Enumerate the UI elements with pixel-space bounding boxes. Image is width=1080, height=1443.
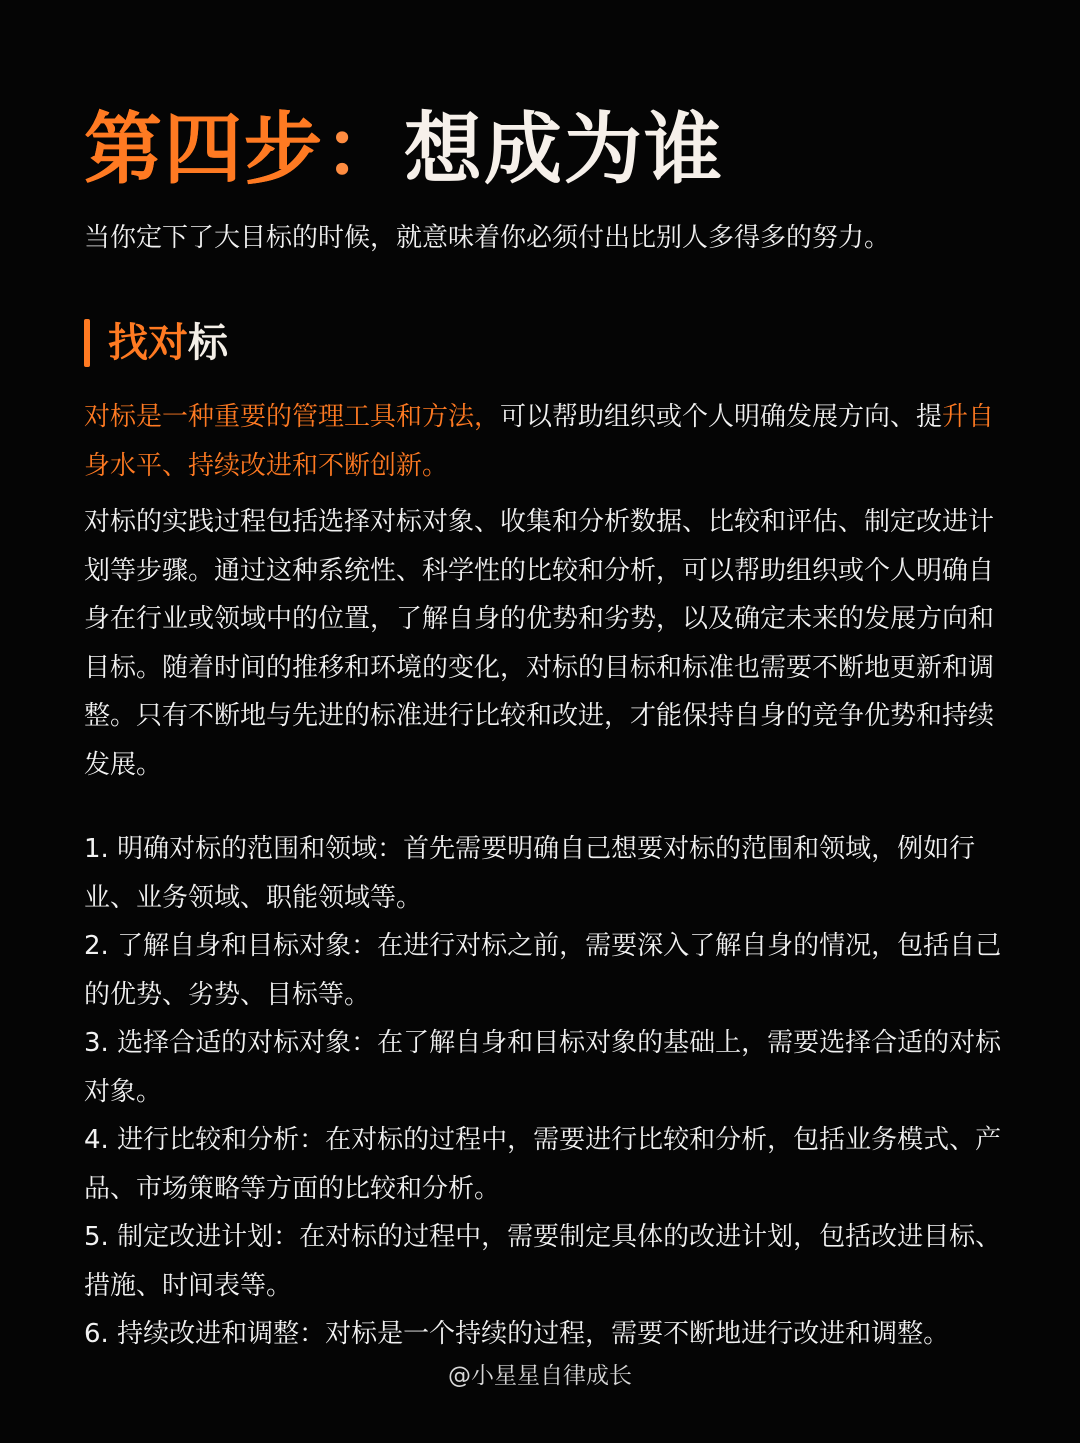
section-title-rest: 标 (188, 320, 228, 366)
step-item: 2. 了解自身和目标对象：在进行对标之前，需要深入了解自身的情况，包括自己的优势、劣势、目标等。 (84, 931, 1002, 1010)
body-paragraph: 对标的实践过程包括选择对标对象、收集和分析数据、比较和评估、制定改进计划等步骤。通过这种系统性、科学性的比较和分析，可以帮助组织或个人明确自身在行业或领域中的位置，了解自身的优势和劣势，以及确定未来的发展方向和目标。随着时间的推移和环境的变化，对标的目标和标准也需要不断地更新和调整。只有不断地与先进的标准进行比较和改进，才能保持自身的竞争优势和持续发展。 (84, 507, 995, 780)
section-title-accent: 找对 (108, 320, 188, 366)
title-step: 第四步 (84, 105, 325, 195)
step-item: 5. 制定改进计划：在对标的过程中，需要制定具体的改进计划，包括改进目标、措施、时间表等。 (84, 1222, 1002, 1301)
lead-highlight-2: 升自身水平、持续改进和不断创新。 (84, 402, 995, 481)
lead-normal: 可以帮助组织或个人明确发展方向、提 (500, 402, 943, 432)
lead-highlight-1: 对标是一种重要的管理工具和方法， (84, 402, 501, 432)
title-main: 想成为谁 (404, 105, 725, 195)
step-item: 6. 持续改进和调整：对标是一个持续的过程，需要不断地进行改进和调整。 (84, 1319, 950, 1349)
section-heading (84, 316, 228, 370)
section-title (108, 316, 228, 370)
step-item: 4. 进行比较和分析：在对标的过程中，需要进行比较和分析，包括业务模式、产品、市场策略等方面的比较和分析。 (84, 1125, 1002, 1204)
author-watermark: @小星星自律成长 (448, 1363, 632, 1389)
step-item: 1. 明确对标的范围和领域：首先需要明确自己想要对标的范围和领域，例如行业、业务领域、职能领域等。 (84, 834, 976, 913)
title-colon: ： (324, 105, 405, 195)
page-title (84, 100, 724, 200)
steps-list (84, 825, 1009, 1359)
section-accent-bar (84, 319, 90, 367)
subtitle: 当你定下了大目标的时候，就意味着你必须付出比别人多得多的努力。 (84, 223, 891, 253)
lead-paragraph (84, 393, 1009, 490)
step-item: 3. 选择合适的对标对象：在了解自身和目标对象的基础上，需要选择合适的对标对象。 (84, 1028, 1002, 1107)
